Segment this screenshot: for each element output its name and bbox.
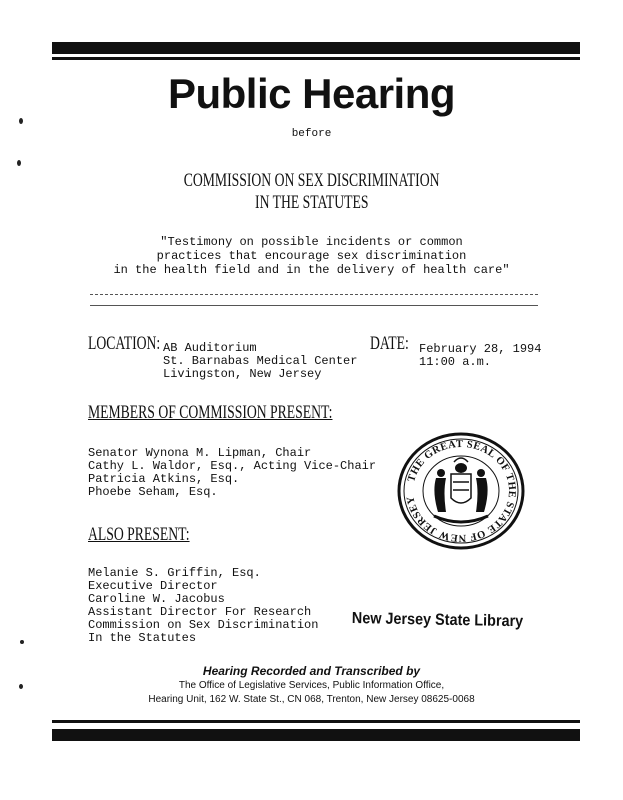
member-line-1: Senator Wynona M. Lipman, Chair bbox=[88, 446, 312, 460]
date-block bbox=[419, 343, 541, 369]
bottom-rule-thin bbox=[52, 720, 580, 723]
also-present-block bbox=[88, 567, 318, 645]
location-label: LOCATION: bbox=[88, 333, 161, 354]
state-seal-icon bbox=[396, 432, 526, 550]
member-line-2: Cathy L. Waldor, Esq., Acting Vice-Chair bbox=[88, 459, 377, 473]
commission-line-1: COMMISSION ON SEX DISCRIMINATION bbox=[183, 170, 440, 191]
library-stamp: New Jersey State Library bbox=[351, 610, 524, 631]
member-line-4: Phoebe Seham, Esq. bbox=[88, 485, 218, 499]
also-line-1: Melanie S. Griffin, Esq. bbox=[88, 566, 261, 580]
location-line-3: Livingston, New Jersey bbox=[163, 367, 322, 381]
also-line-5: Commission on Sex Discrimination bbox=[88, 618, 319, 632]
members-heading: MEMBERS OF COMMISSION PRESENT: bbox=[88, 402, 333, 423]
date-line-2: 11:00 a.m. bbox=[419, 355, 492, 369]
location-line-1: AB Auditorium bbox=[163, 341, 257, 355]
divider-line-2 bbox=[90, 305, 538, 306]
margin-speck bbox=[17, 160, 21, 166]
testimony-block bbox=[0, 235, 623, 277]
location-line-2: St. Barnabas Medical Center bbox=[163, 354, 358, 368]
before-label: before bbox=[291, 128, 332, 140]
also-line-3: Caroline W. Jacobus bbox=[88, 592, 225, 606]
testimony-line-1: "Testimony on possible incidents or common bbox=[160, 235, 463, 249]
also-line-2: Executive Director bbox=[88, 579, 218, 593]
divider-line-1 bbox=[90, 294, 538, 295]
bottom-rule-thick bbox=[52, 729, 580, 741]
members-block bbox=[88, 447, 376, 499]
top-rule-thin bbox=[52, 57, 580, 60]
commission-title-2 bbox=[0, 192, 623, 214]
also-present-heading: ALSO PRESENT: bbox=[88, 524, 190, 545]
location-block bbox=[163, 342, 357, 381]
recorded-heading: Hearing Recorded and Transcribed by bbox=[202, 664, 421, 678]
margin-speck bbox=[19, 684, 23, 689]
recorded-line-2: Hearing Unit, 162 W. State St., CN 068, Trenton, New Jersey 08625-0068 bbox=[148, 694, 475, 705]
margin-speck bbox=[19, 118, 23, 124]
commission-line-2: IN THE STATUTES bbox=[254, 192, 369, 213]
date-label: DATE: bbox=[370, 333, 409, 354]
page-title: Public Hearing bbox=[167, 70, 456, 117]
seal-text: THE GREAT SEAL OF THE STATE OF NEW JERSEY bbox=[405, 438, 518, 544]
testimony-line-2: practices that encourage sex discrimination bbox=[156, 249, 467, 263]
testimony-line-3: in the health field and in the delivery of health care" bbox=[113, 263, 510, 277]
recorded-line-1: The Office of Legislative Services, Public Information Office, bbox=[178, 680, 445, 691]
margin-speck bbox=[20, 640, 24, 644]
also-line-6: In the Statutes bbox=[88, 631, 197, 645]
commission-title bbox=[0, 170, 623, 192]
date-line-1: February 28, 1994 bbox=[419, 342, 542, 356]
member-line-3: Patricia Atkins, Esq. bbox=[88, 472, 240, 486]
also-line-4: Assistant Director For Research bbox=[88, 605, 312, 619]
top-rule-thick bbox=[52, 42, 580, 54]
